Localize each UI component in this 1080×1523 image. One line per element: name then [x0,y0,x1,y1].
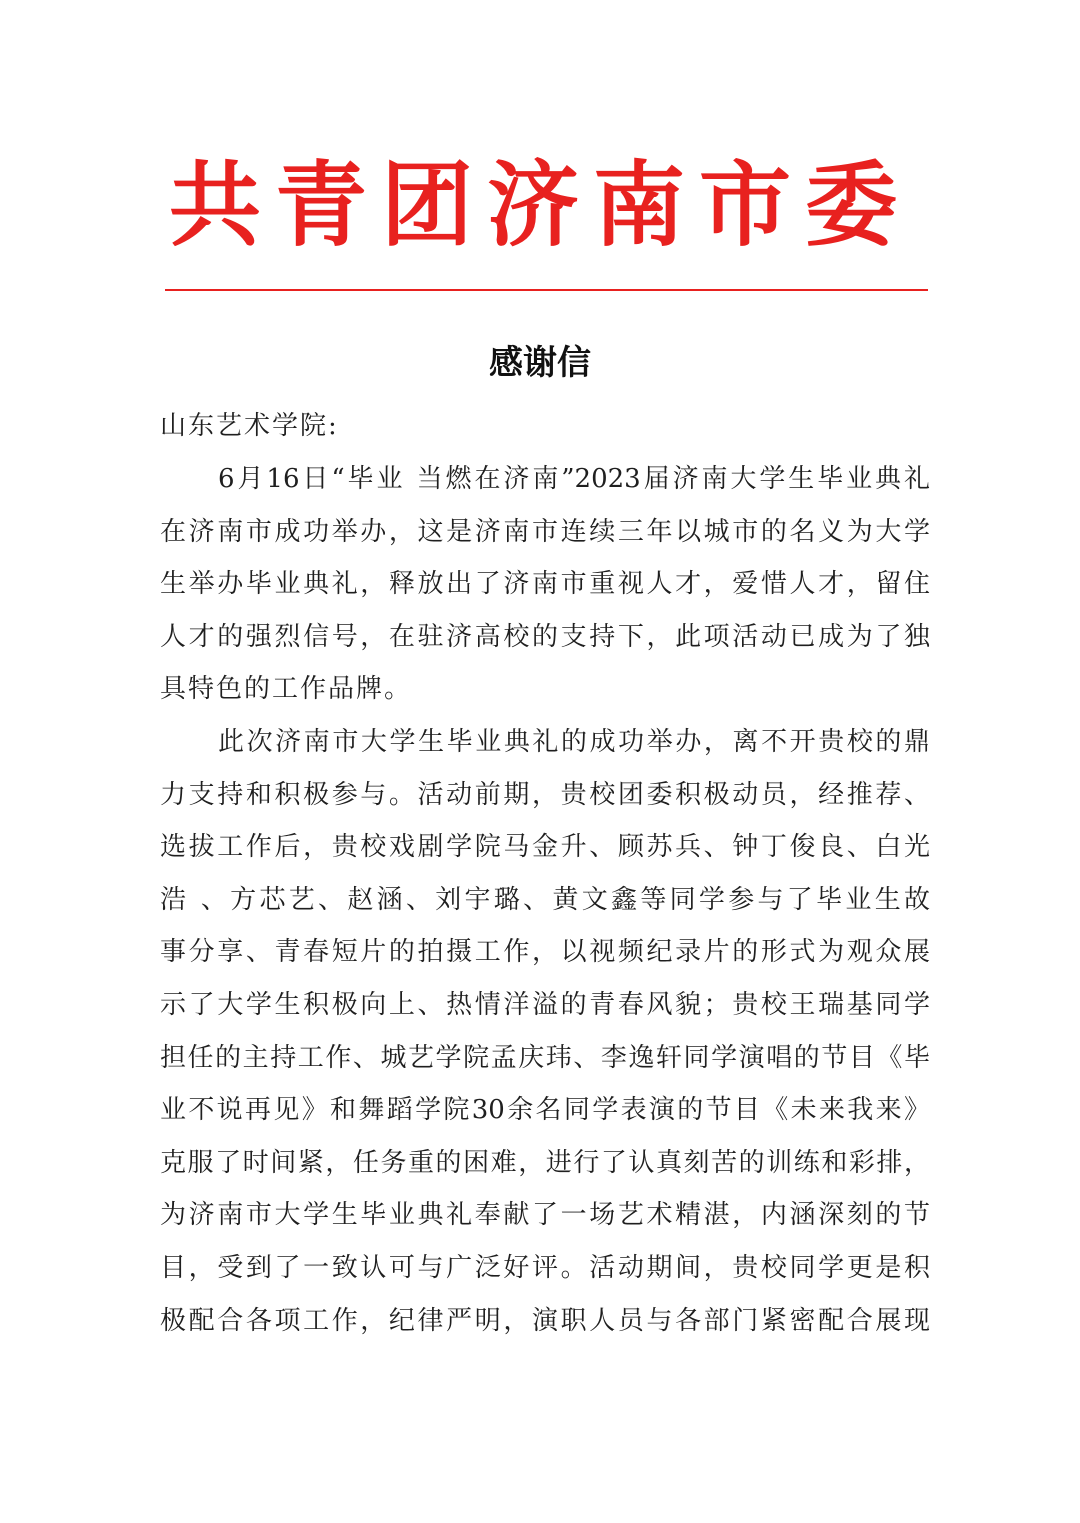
salutation: 山东艺术学院: [160,411,339,441]
paragraph-2-line: 浩 、方芯艺、赵涵、刘宇璐、黄文鑫等同学参与了毕业生故 [160,884,930,915]
letterhead-org-name: 共青团济南市委 [168,151,911,259]
paragraph-2-line: 示了大学生积极向上、热情洋溢的青春风貌；贵校王瑞基同学 [160,989,930,1020]
paragraph-2-line: 为济南市大学生毕业典礼奉献了一场艺术精湛，内涵深刻的节 [160,1200,930,1231]
paragraph-1-line: 6月16日“毕业 当燃在济南”2023届济南大学生毕业典礼 [218,464,930,494]
paragraph-2-line: 目，受到了一致认可与广泛好评。活动期间，贵校同学更是积 [160,1252,930,1283]
paragraph-2-line: 此次济南市大学生毕业典礼的成功举办，离不开贵校的鼎 [218,726,930,757]
paragraph-2-line: 力支持和积极参与。活动前期，贵校团委积极动员，经推荐、 [160,779,930,810]
paragraph-2-line: 克服了时间紧，任务重的困难，进行了认真刻苦的训练和彩排， [160,1147,930,1178]
document-title: 感谢信 [489,343,591,383]
paragraph-1-line: 具特色的工作品牌。 [160,674,413,705]
paragraph-2-line: 业不说再见》和舞蹈学院30余名同学表演的节目《未来我来》 [160,1095,930,1126]
paragraph-1-line: 人才的强烈信号，在驻济高校的支持下，此项活动已成为了独 [160,621,930,652]
paragraph-2-line: 担任的主持工作、城艺学院孟庆玮、李逸轩同学演唱的节目《毕 [160,1042,930,1073]
paragraph-1-line: 生举办毕业典礼，释放出了济南市重视人才，爱惜人才，留住 [160,569,930,600]
paragraph-2-line: 事分享、青春短片的拍摄工作，以视频纪录片的形式为观众展 [160,937,930,968]
paragraph-1-line: 在济南市成功举办，这是济南市连续三年以城市的名义为大学 [160,516,930,547]
letterhead-red-rule [165,289,928,291]
paragraph-2-line: 极配合各项工作，纪律严明，演职人员与各部门紧密配合展现 [160,1305,930,1336]
paragraph-2-line: 选拔工作后，贵校戏剧学院马金升、顾苏兵、钟丁俊良、白光 [160,832,930,863]
letter-body [160,453,930,1347]
